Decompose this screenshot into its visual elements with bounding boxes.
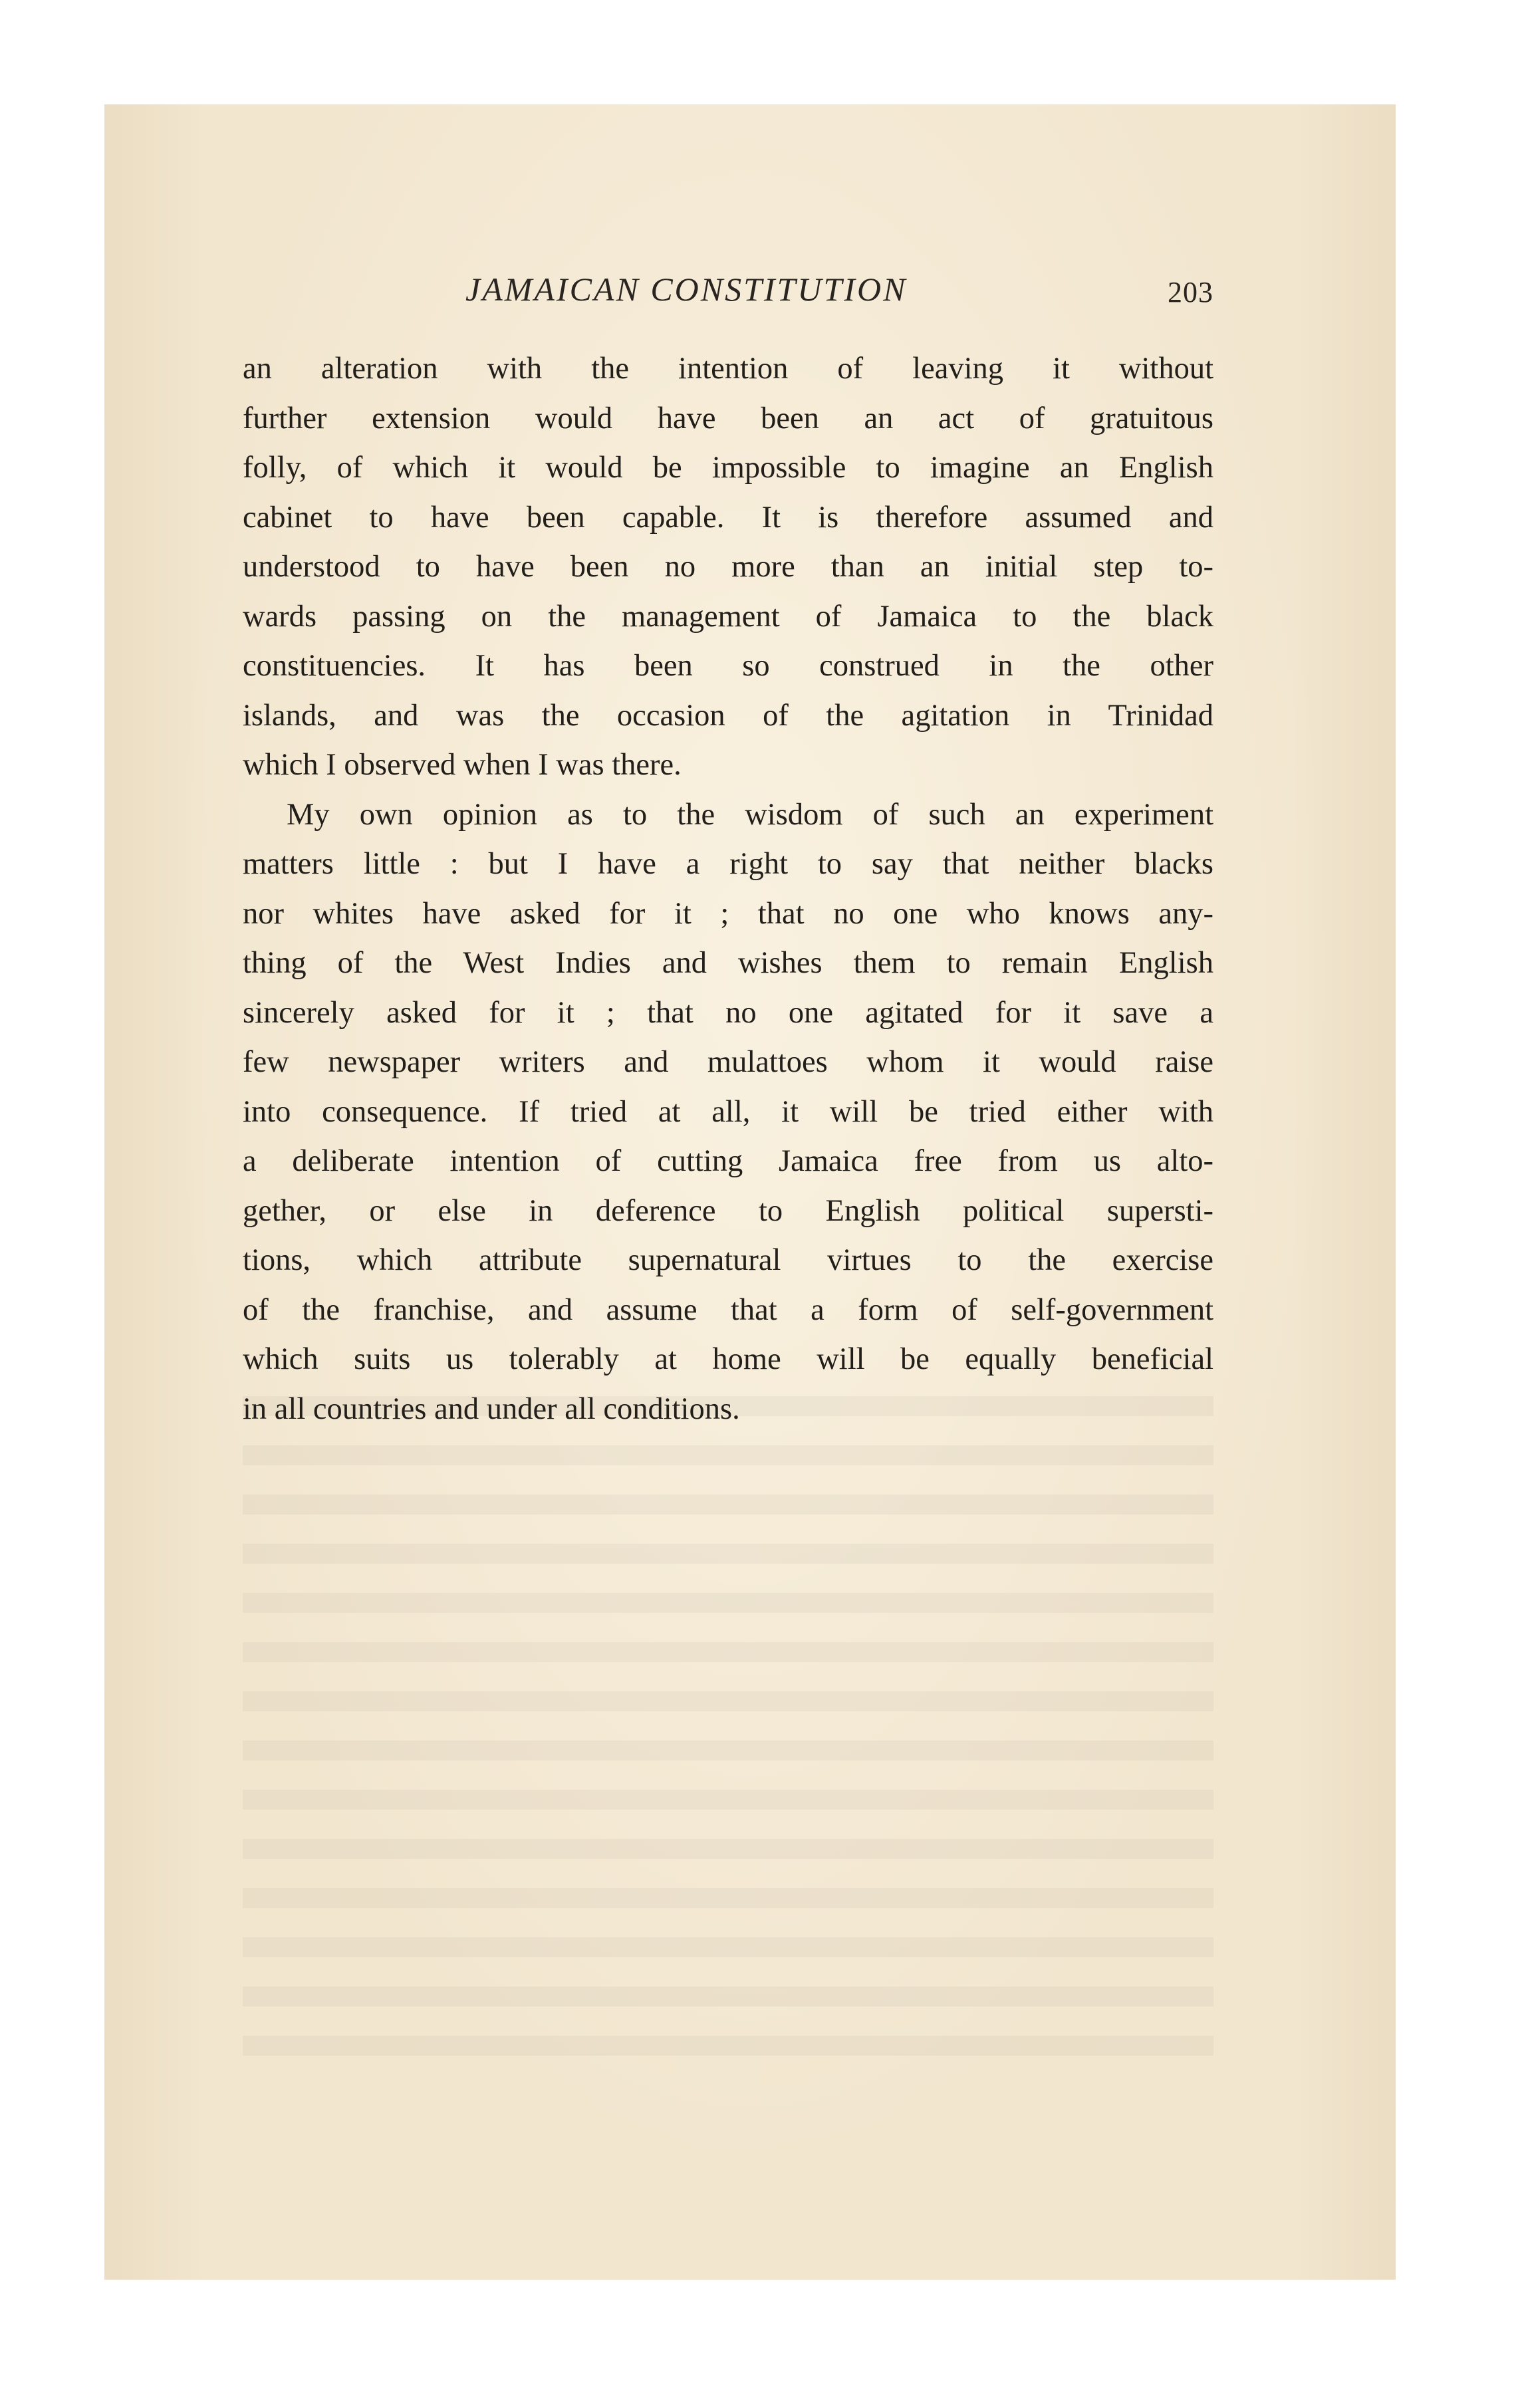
text-line: nor whites have asked for it ; that no one who knows any- — [243, 896, 1213, 931]
text-line: a deliberate intention of cutting Jamaica free from us alto- — [243, 1144, 1213, 1178]
running-title: JAMAICAN CONSTITUTION — [465, 271, 908, 308]
text-line: wards passing on the management of Jamaica to the black — [243, 599, 1213, 634]
paragraph-1 — [243, 344, 1213, 790]
text-line: of the franchise, and assume that a form of self-government — [243, 1292, 1213, 1327]
text-line: few newspaper writers and mulattoes whom it would raise — [243, 1045, 1213, 1079]
text-line: constituencies. It has been so construed in the other — [243, 649, 1213, 683]
text-line: islands, and was the occasion of the agitation in Trinidad — [243, 698, 1213, 733]
show-through-bleed — [243, 1396, 1213, 2061]
text-line: cabinet to have been capable. It is therefore assumed and — [243, 500, 1213, 535]
text-line: further extension would have been an act of gratuitous — [243, 401, 1213, 435]
text-line: folly, of which it would be impossible to imagine an English — [243, 451, 1213, 485]
text-line: into consequence. If tried at all, it will be tried either with — [243, 1094, 1213, 1129]
text-line: thing of the West Indies and wishes them to remain English — [243, 946, 1213, 980]
text-line: sincerely asked for it ; that no one agitated for it save a — [243, 995, 1213, 1030]
text-line: understood to have been no more than an initial step to- — [243, 550, 1213, 584]
text-line: which suits us tolerably at home will be equally beneficial — [243, 1342, 1213, 1376]
page-number: 203 — [1168, 276, 1213, 308]
text-line: matters little : but I have a right to say that neither blacks — [243, 847, 1213, 881]
body-text — [243, 344, 1213, 1434]
text-line: which I observed when I was there. — [243, 748, 682, 782]
text-line: an alteration with the intention of leaving it without — [243, 352, 1213, 386]
text-line: My own opinion as to the wisdom of such an experiment — [287, 797, 1213, 832]
running-header — [243, 265, 1213, 318]
text-line: gether, or else in deference to English political supersti- — [243, 1193, 1213, 1228]
text-line: tions, which attribute supernatural virtues to the exercise — [243, 1243, 1213, 1277]
text-line: in all countries and under all conditions. — [243, 1391, 740, 1426]
paragraph-2 — [243, 790, 1213, 1435]
